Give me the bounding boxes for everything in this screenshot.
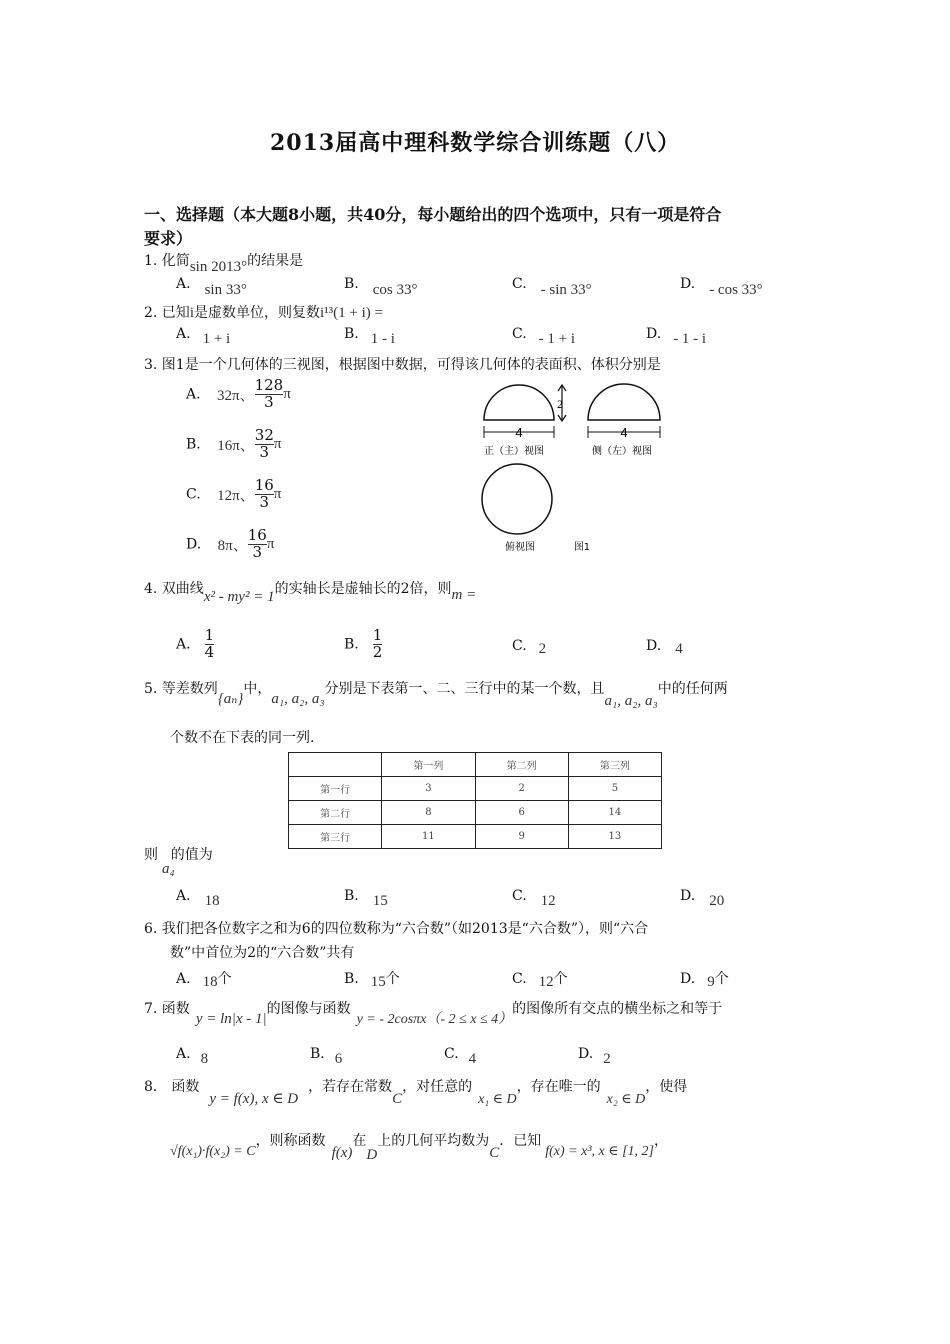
pi-symbol: π xyxy=(273,485,282,502)
table-row xyxy=(289,753,662,777)
option-label: B. xyxy=(186,436,201,453)
option-value: 15 xyxy=(370,974,386,990)
option-value: 4 xyxy=(468,1051,477,1067)
figure-label: 图1 xyxy=(573,542,591,553)
table-cell: 第三行 xyxy=(289,825,382,849)
q4-expr: x² - my² = 1 xyxy=(203,589,275,605)
q5-table xyxy=(288,752,662,849)
option-value: 15 xyxy=(372,893,388,909)
q8-text: ， xyxy=(654,1133,669,1149)
option-value: 16π、 xyxy=(217,437,255,454)
q8-text: 8． 函数 xyxy=(144,1079,200,1095)
q6-stem: 6. 我们把各位数字之和为6的四位数称为“六合数”（如2013是“六合数”），则“六合 xyxy=(144,921,649,937)
q7-option-d xyxy=(578,1046,611,1067)
q5-stem xyxy=(144,678,728,709)
q5-terms2: a₁, a₂, a₃ xyxy=(604,693,658,709)
option-value: 1 - i xyxy=(370,331,395,347)
q5-terms1: a₁, a₂, a₃ xyxy=(271,691,325,707)
option-label: D. xyxy=(680,276,696,292)
front-view-label: 正（主）视图 xyxy=(484,446,544,457)
q1-stem-post: 的结果是 xyxy=(247,253,304,269)
option-unit: 个 xyxy=(217,971,232,987)
option-value: 9 xyxy=(707,974,715,990)
q2-option-d xyxy=(646,326,707,347)
q8-expr: y = f(x), x ∈ D xyxy=(209,1091,299,1107)
q4-var: m = xyxy=(451,587,477,603)
table-cell: 5 xyxy=(568,777,661,801)
option-label: A. xyxy=(176,1046,191,1062)
table-cell: 第一行 xyxy=(289,777,382,801)
denominator: 4 xyxy=(204,642,215,661)
q8-expr: C xyxy=(489,1145,500,1161)
option-value: 2 xyxy=(538,641,547,657)
top-view-label: 俯视图 xyxy=(505,542,535,553)
fraction xyxy=(248,528,267,561)
q6-option-b xyxy=(344,968,400,988)
q1-option-a xyxy=(176,276,247,298)
q5-stem-line2: 个数不在下表的同一列. xyxy=(170,730,315,746)
q4-stem-pre: 4. 双曲线 xyxy=(144,581,204,597)
q5-stem-mid1: 中， xyxy=(243,681,272,697)
q4-option-d xyxy=(646,638,683,655)
q5-stem-post: 中的任何两 xyxy=(657,681,728,697)
option-value: sin 33° xyxy=(204,282,247,298)
option-label: B. xyxy=(344,326,359,342)
table-cell: 13 xyxy=(568,825,661,849)
table-cell: 第一列 xyxy=(382,753,475,777)
q1-option-c xyxy=(512,276,592,298)
numerator: 1 xyxy=(372,626,383,644)
q2-stem xyxy=(144,302,383,322)
q3-stem: 3. 图1是一个几何体的三视图，根据图中数据，可得该几何体的表面积、体积分别是 xyxy=(144,357,661,373)
option-label: A. xyxy=(176,971,191,987)
fraction xyxy=(373,628,383,661)
q7-stem-post: 的图像所有交点的横坐标之和等于 xyxy=(512,1001,723,1017)
side-width-label: 4 xyxy=(620,425,628,440)
option-label: D. xyxy=(186,536,202,553)
q3-option-c xyxy=(186,478,281,511)
q8-expr: f(x) xyxy=(331,1145,353,1161)
q5-ask xyxy=(144,844,213,877)
q4-stem xyxy=(144,578,477,605)
q2-option-b xyxy=(344,326,395,347)
option-label: C. xyxy=(512,971,527,987)
q8-text: 在 xyxy=(352,1133,367,1149)
q4-stem-post: 的实轴长是虚轴长的2倍，则 xyxy=(274,581,452,597)
q3-option-d xyxy=(186,528,274,561)
q1-stem-pre: 1. 化简 xyxy=(144,253,190,269)
numerator: 1 xyxy=(204,626,215,644)
q2-option-a xyxy=(176,326,231,347)
q6-option-a xyxy=(176,968,232,988)
q8-expr: x₁ ∈ D xyxy=(478,1092,517,1107)
numerator: 16 xyxy=(254,476,274,494)
option-value: 6 xyxy=(334,1051,343,1067)
q5-stem-mid2: 分别是下表第一、二、三行中的某一个数，且 xyxy=(324,681,605,697)
fraction xyxy=(205,628,215,661)
table-cell: 14 xyxy=(568,801,661,825)
option-value: 4 xyxy=(675,641,683,657)
q8-stem-line1 xyxy=(144,1076,688,1107)
q7-option-b xyxy=(310,1046,343,1067)
q5-ask-post: 的值为 xyxy=(170,847,213,863)
pi-symbol: π xyxy=(266,535,275,552)
option-label: D. xyxy=(680,971,696,987)
table-row xyxy=(289,825,662,849)
section-heading: 一、选择题（本大题8小题，共40分，每小题给出的四个选项中，只有一项是符合 xyxy=(144,205,722,224)
q3-option-b xyxy=(186,428,281,461)
table-cell: 第二列 xyxy=(475,753,568,777)
q5-stem-pre: 5. 等差数列 xyxy=(144,681,218,697)
q1-expr: sin 2013° xyxy=(189,259,248,275)
option-label: D. xyxy=(646,326,662,342)
option-label: D. xyxy=(646,638,662,654)
q7-option-a xyxy=(176,1046,209,1067)
section-heading-cont: 要求） xyxy=(144,229,193,248)
q1-stem xyxy=(144,250,304,275)
option-label: A. xyxy=(186,386,201,403)
q6-option-c xyxy=(512,968,568,988)
numerator: 32 xyxy=(254,426,274,444)
q5-option-b xyxy=(344,888,388,909)
q8-text: ，存在唯一的 xyxy=(516,1079,601,1095)
table-row xyxy=(289,777,662,801)
table-cell: 第三列 xyxy=(568,753,661,777)
denominator: 3 xyxy=(255,394,284,411)
q5-option-d xyxy=(680,888,725,909)
option-label: B. xyxy=(344,888,359,904)
q8-expr: f(x) = x³, x ∈ [1, 2] xyxy=(545,1144,655,1159)
option-label: D. xyxy=(578,1046,594,1062)
option-unit: 个 xyxy=(714,971,729,987)
q1-option-d xyxy=(680,276,763,298)
q8-text: 上的几何平均数为 xyxy=(377,1133,490,1149)
front-view-semicircle xyxy=(484,385,554,420)
q2-stem-mid: 是虚数单位，则复数 xyxy=(193,305,320,321)
option-label: C. xyxy=(444,1046,459,1062)
option-label: B. xyxy=(344,971,359,987)
side-view-label: 侧（左）视图 xyxy=(592,446,652,457)
q1-option-b xyxy=(344,276,418,298)
numerator: 128 xyxy=(254,376,284,394)
option-label: A. xyxy=(176,636,191,653)
q2-option-c xyxy=(512,326,576,347)
table-row xyxy=(289,801,662,825)
option-value: 12 xyxy=(538,974,554,990)
three-view-figure xyxy=(470,380,680,560)
option-label: C. xyxy=(512,888,527,904)
q6-option-d xyxy=(680,968,729,988)
fraction xyxy=(255,428,274,461)
q8-text: ，使得 xyxy=(645,1079,688,1095)
q5-ask-var: a₄ xyxy=(162,861,175,877)
option-label: C. xyxy=(186,486,201,503)
numerator: 16 xyxy=(247,526,267,544)
q8-expr: x₂ ∈ D xyxy=(606,1092,646,1107)
q8-expr: C xyxy=(392,1091,403,1107)
option-value: 12π、 xyxy=(217,487,255,504)
side-view-semicircle xyxy=(588,384,660,420)
q4-option-a xyxy=(176,628,214,661)
option-unit: 个 xyxy=(553,971,568,987)
option-value: 20 xyxy=(709,893,725,909)
option-value: - 1 - i xyxy=(673,331,707,347)
q8-stem-line2 xyxy=(170,1130,669,1163)
q7-stem-mid: 的图像与函数 xyxy=(266,1001,351,1017)
q5-option-a xyxy=(176,888,220,909)
option-label: B. xyxy=(310,1046,325,1062)
table-cell: 3 xyxy=(382,777,475,801)
q7-expr1: y = ln|x - 1| xyxy=(195,1011,267,1027)
table-cell: 11 xyxy=(382,825,475,849)
q8-expr: √f(x₁)·f(x₂) = C xyxy=(170,1144,256,1159)
denominator: 3 xyxy=(255,444,274,461)
option-label: D. xyxy=(680,888,696,904)
option-value: cos 33° xyxy=(372,282,418,298)
table-cell: 2 xyxy=(475,777,568,801)
page-title: 2013届高中理科数学综合训练题（八） xyxy=(270,130,681,156)
option-unit: 个 xyxy=(385,971,400,987)
option-value: 2 xyxy=(603,1051,611,1067)
table-cell: 6 xyxy=(475,801,568,825)
top-view-circle xyxy=(482,464,552,534)
q4-option-b xyxy=(344,628,382,661)
option-value: 8π、 xyxy=(217,537,248,554)
option-label: A. xyxy=(176,276,191,292)
fraction xyxy=(255,378,284,411)
option-value: 12 xyxy=(540,893,556,909)
height-dimension-label: 2 xyxy=(557,397,563,411)
denominator: 2 xyxy=(372,642,383,661)
q8-expr: D xyxy=(366,1147,378,1163)
option-value: 18 xyxy=(204,893,220,909)
option-label: C. xyxy=(512,638,527,654)
option-value: 18 xyxy=(202,974,218,990)
q3-option-a xyxy=(186,378,291,411)
denominator: 3 xyxy=(255,494,274,511)
q2-stem-pre: 2. 已知 xyxy=(144,305,190,321)
q7-option-c xyxy=(444,1046,477,1067)
pi-symbol: π xyxy=(283,385,291,402)
option-label: B. xyxy=(344,276,359,292)
option-value: 8 xyxy=(200,1051,209,1067)
q2-expr: i¹³(1 + i) = xyxy=(319,305,383,321)
option-label: A. xyxy=(176,326,191,342)
option-value: 1 + i xyxy=(202,331,231,347)
table-cell: 第二行 xyxy=(289,801,382,825)
q4-option-c xyxy=(512,638,546,655)
pi-symbol: π xyxy=(273,435,282,452)
option-label: C. xyxy=(512,276,527,292)
q8-text: ．已知 xyxy=(499,1133,542,1149)
option-value: - 1 + i xyxy=(538,331,576,347)
denominator: 3 xyxy=(248,544,267,561)
q5-option-c xyxy=(512,888,556,909)
q8-text: ，对任意的 xyxy=(402,1079,473,1095)
option-value: - cos 33° xyxy=(709,282,763,298)
q7-expr2: y = - 2cosπx（- 2 ≤ x ≤ 4） xyxy=(356,1012,513,1027)
q7-stem-pre: 7. 函数 xyxy=(144,1001,190,1017)
q2-var: i xyxy=(189,305,194,321)
q8-text: ，若存在常数 xyxy=(308,1079,393,1095)
option-label: A. xyxy=(176,888,191,904)
table-cell: 8 xyxy=(382,801,475,825)
q8-text: ，则称函数 xyxy=(255,1133,326,1149)
option-value: - sin 33° xyxy=(540,282,592,298)
q5-seq: {aₙ} xyxy=(217,691,244,707)
fraction xyxy=(255,478,274,511)
q7-stem xyxy=(144,998,723,1027)
table-cell xyxy=(289,753,382,777)
option-label: B. xyxy=(344,636,359,653)
option-label: C. xyxy=(512,326,527,342)
option-value: 32π、 xyxy=(217,387,255,404)
q6-stem-cont: 数”中首位为2的“六合数”共有 xyxy=(170,945,355,961)
table-cell: 9 xyxy=(475,825,568,849)
q5-ask-pre: 则 xyxy=(144,847,158,863)
front-width-label: 4 xyxy=(515,425,523,440)
